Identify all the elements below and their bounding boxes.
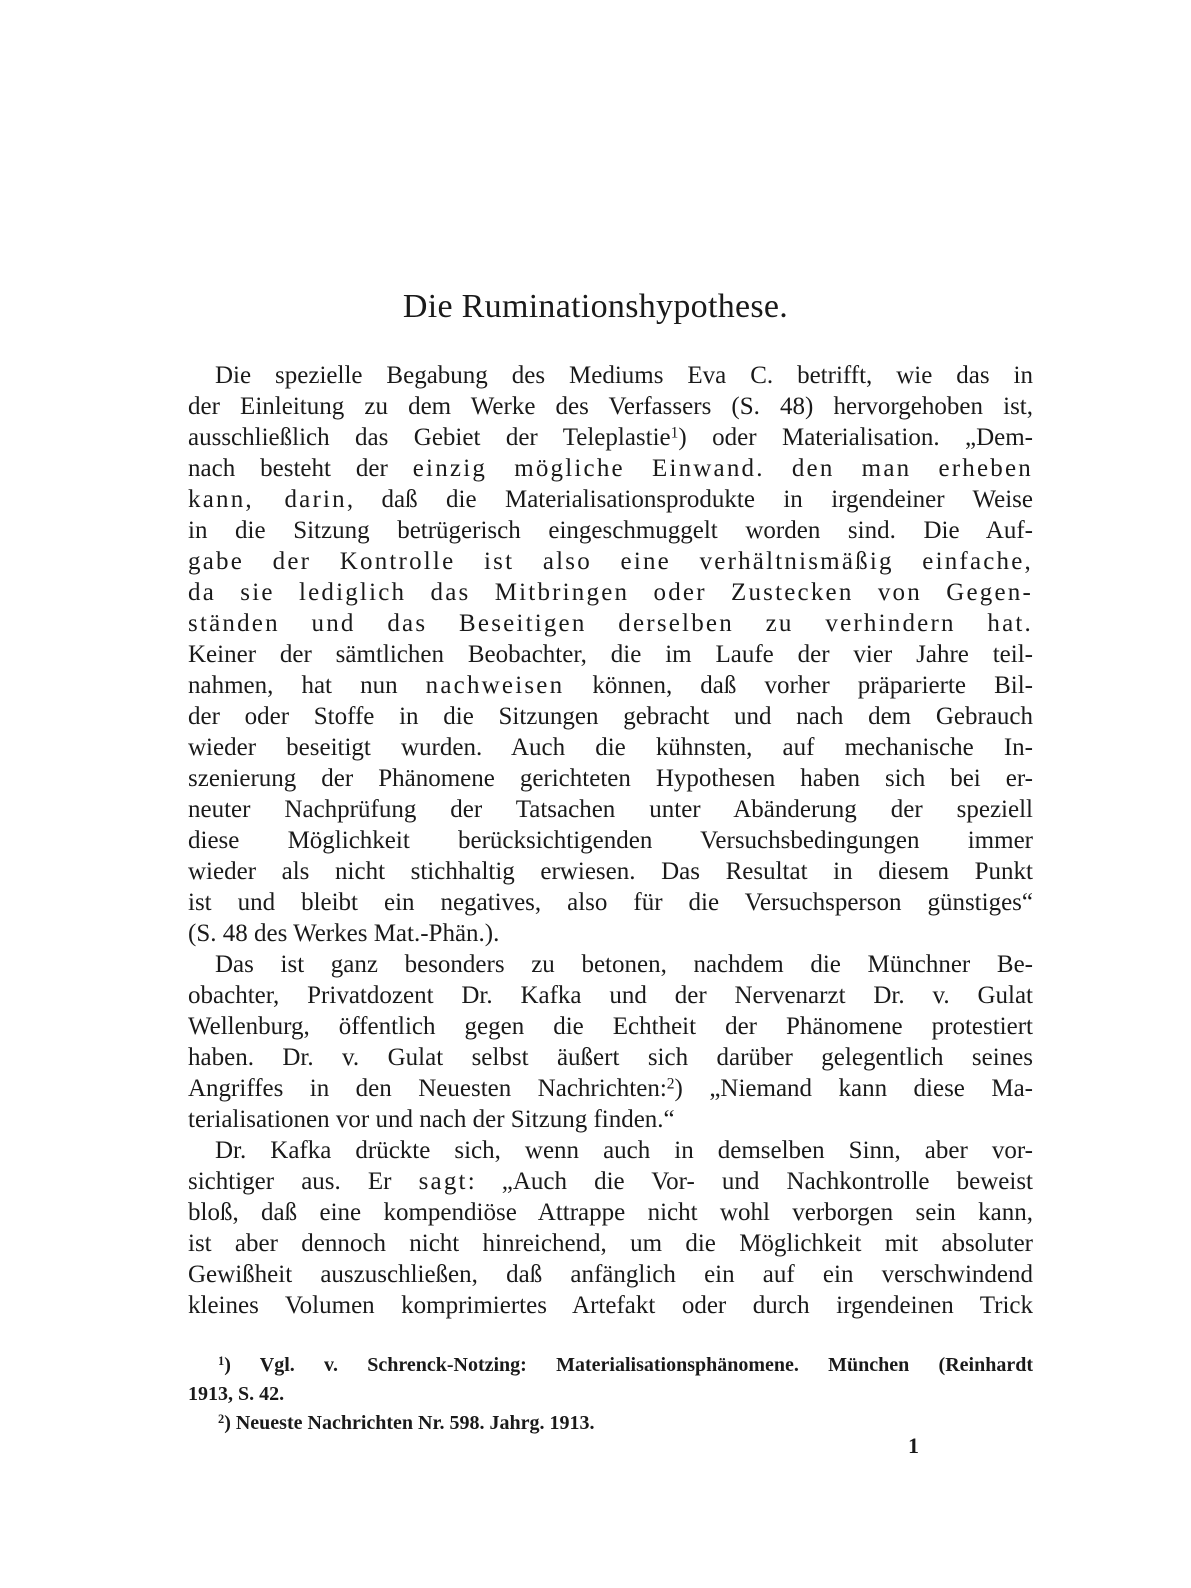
text-line: ständen und das Beseitigen derselben zu verhindern hat. (188, 610, 1033, 637)
text-line: sichtiger aus. Er sagt: „Auch die Vor- und Nachkontrolle beweist (188, 1168, 1034, 1195)
text-line: Das ist ganz besonders zu betonen, nachdem die Münchner Be- (215, 951, 1033, 978)
paragraph-3 (188, 1135, 1033, 1321)
text-line: wieder als nicht stichhaltig erwiesen. Das Resultat in diesem Punkt (188, 858, 1033, 885)
footnote-marker: 2 (218, 1411, 225, 1426)
text-line: Die spezielle Begabung des Mediums Eva C. betrifft, wie das in (215, 362, 1033, 389)
text-line: der oder Stoffe in die Sitzungen gebracht und nach dem Gebrauch (188, 703, 1033, 730)
text-line: gabe der Kontrolle ist also eine verhältnismäßig einfache, (188, 548, 1033, 575)
emphasis: kann, darin (188, 486, 347, 513)
emphasis: sagt (418, 1168, 468, 1195)
text-line: Angriffes in den Neuesten Nachrichten:$^2$) „Niemand kann diese Ma- (188, 1075, 1033, 1102)
text-line: neuter Nachprüfung der Tatsachen unter Abänderung der speziell (188, 796, 1033, 823)
text-line: terialisationen vor und nach der Sitzung finden.“ (188, 1106, 675, 1133)
footnote-ref: 1 (670, 424, 679, 442)
text-line: szenierung der Phänomene gerichteten Hypothesen haben sich bei er- (188, 765, 1033, 792)
text-line: Dr. Kafka drückte sich, wenn auch in demselben Sinn, aber vor- (215, 1137, 1033, 1164)
text-line: kann, darin, daß die Materialisationsprodukte in irgendeiner Weise (188, 486, 1033, 513)
text-line: da sie lediglich das Mitbringen oder Zustecken von Gegen- (188, 579, 1033, 606)
footnotes (188, 1351, 1033, 1438)
text-line: der Einleitung zu dem Werke des Verfassers (S. 48) hervorgehoben ist, (188, 393, 1033, 420)
text-line: obachter, Privatdozent Dr. Kafka und der Nervenarzt Dr. v. Gulat (188, 982, 1033, 1009)
text-line: nach besteht der einzig mögliche Einwand. den man erheben (188, 455, 1033, 482)
text-line: ausschließlich das Gebiet der Teleplastie$^1$) oder Materialisation. „Dem- (188, 424, 1034, 451)
footnote-1: $^1$) Vgl. v. Schrenck-Notzing: Materialisationsphänomene. München (Reinhardt (218, 1353, 1033, 1376)
body-text (188, 360, 1033, 1321)
text-line: in die Sitzung betrügerisch eingeschmuggelt worden sind. Die Auf- (188, 517, 1033, 544)
paragraph-2 (188, 949, 1033, 1135)
text-line: diese Möglichkeit berücksichtigenden Versuchsbedingungen immer (188, 827, 1033, 854)
paragraph-1 (188, 360, 1033, 949)
text-line: bloß, daß eine kompendiöse Attrappe nicht wohl verborgen sein kann, (188, 1199, 1033, 1226)
text-line: haben. Dr. v. Gulat selbst äußert sich darüber gelegentlich seines (188, 1044, 1033, 1071)
text-line: (S. 48 des Werkes Mat.-Phän.). (188, 920, 500, 947)
text-line: wieder beseitigt wurden. Auch die kühnsten, auf mechanische In- (188, 734, 1033, 761)
text-line: nahmen, hat nun nachweisen können, daß vorher präparierte Bil- (188, 672, 1033, 699)
footnote-ref: 2 (666, 1075, 675, 1093)
footnote-marker: 1 (218, 1353, 225, 1368)
footnote-1-continued: 1913, S. 42. (188, 1383, 285, 1405)
text-line: kleines Volumen komprimiertes Artefakt oder durch irgendeinen Trick (188, 1292, 1033, 1319)
page-title: Die Ruminationshypothese. (402, 288, 789, 325)
text-line: ist aber dennoch nicht hinreichend, um die Möglichkeit mit absoluter (188, 1230, 1033, 1257)
emphasis: nachweisen (425, 672, 565, 699)
emphasis: einzig mögliche Einwand (412, 455, 757, 482)
text-line: Gewißheit auszuschließen, daß anfänglich ein auf ein verschwindend (188, 1261, 1033, 1288)
page-number: 1 (908, 1433, 919, 1458)
text-line: Wellenburg, öffentlich gegen die Echtheit der Phänomene protestiert (188, 1013, 1033, 1040)
footnote-2: $^2$) Neueste Nachrichten Nr. 598. Jahrg. 1913. (218, 1411, 595, 1434)
text-line: ist und bleibt ein negatives, also für die Versuchsperson günstiges“ (188, 889, 1033, 916)
text-line: Keiner der sämtlichen Beobachter, die im Laufe der vier Jahre teil- (188, 641, 1033, 668)
